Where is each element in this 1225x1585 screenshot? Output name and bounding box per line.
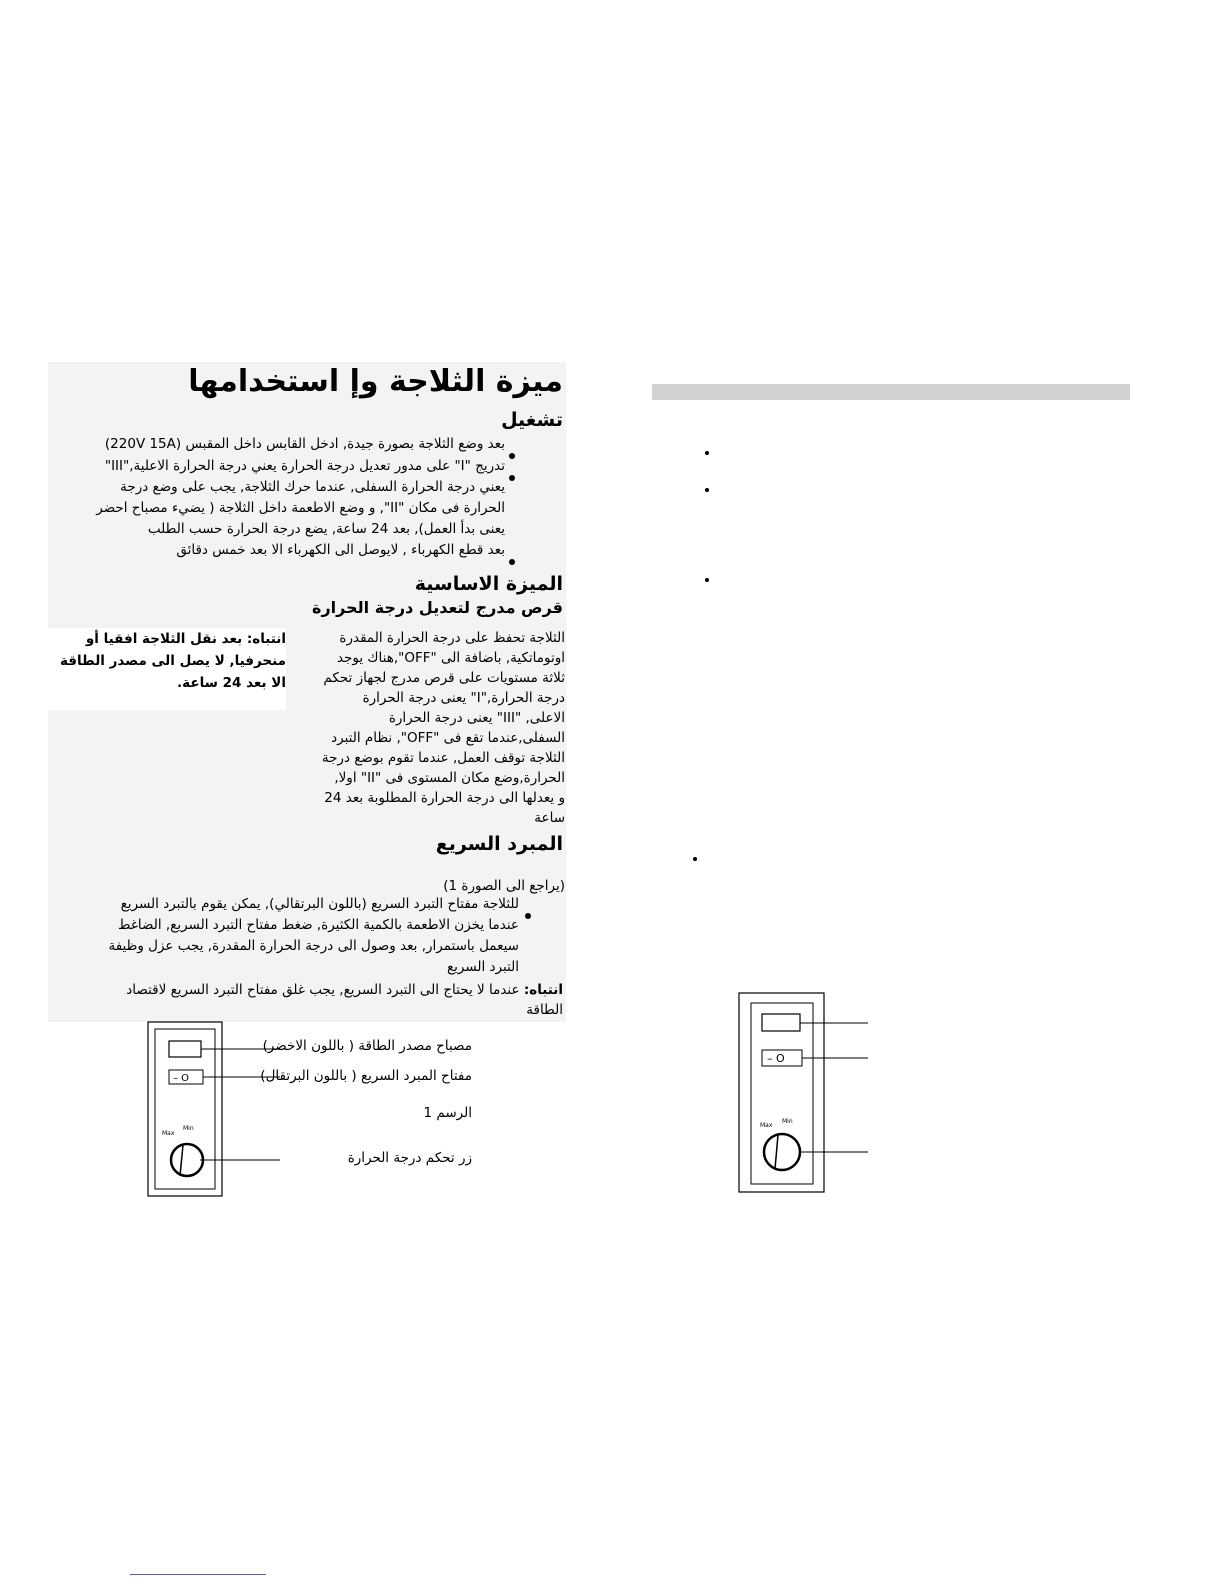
text-line: الثلاجة توقف العمل, عندما تقوم بوضع درجة [321, 750, 565, 766]
text-line: يعني درجة الحرارة السفلى, عندما حرك الثلاجة, يجب على وضع درجة [120, 479, 505, 495]
text-line: التبرد السريع [446, 959, 519, 975]
power-lamp-shape [169, 1041, 201, 1057]
fridge-control-panel-diagram [140, 1020, 280, 1200]
figure-caption: الرسم 1 [423, 1105, 472, 1121]
switch-text: – O [767, 1052, 785, 1065]
notice-text: عندما لا يحتاج الى التبرد السريع, يجب غلق مفتاح التبرد السريع لاقتصاد [126, 982, 520, 998]
quick-cool-notice [126, 980, 563, 1001]
notice-line: منحرفيا, لا يصل الى مصدر الطاقة [59, 653, 286, 669]
notice-line: الا بعد 24 ساعة. [177, 675, 286, 691]
right-page-header-bar [652, 384, 1130, 400]
label-temperature-knob: زر تحكم درجة الحرارة [347, 1150, 472, 1166]
power-lamp-shape [762, 1014, 800, 1031]
basic-body [295, 628, 565, 828]
figure-reference: (يراجع الى الصورة 1) [443, 878, 565, 894]
temperature-knob-shape [764, 1134, 800, 1170]
text-line: ثلاثة مستويات على قرص مدرج لجهاز تحكم [323, 670, 565, 686]
knob-min-label: Min [183, 1125, 194, 1132]
text-line: السفلى,عندما تقع فى "OFF", نظام التبرد [331, 730, 565, 746]
bullet-dot [705, 578, 709, 582]
switch-text: – O [173, 1073, 190, 1084]
section-subheading-dial: قرص مدرج لتعديل درجة الحرارة [312, 598, 563, 617]
bullet-dot [705, 488, 709, 492]
text-line: و يعدلها الى درجة الحرارة المطلوبة بعد 24 [324, 790, 565, 806]
operation-bullet-2 [35, 456, 505, 540]
text-line: تدريج "I" على مدور تعديل درجة الحرارة يعني درجة الحرارة الاعلية,"III" [104, 458, 505, 474]
temperature-knob-shape [171, 1144, 203, 1176]
page-title: ميزة الثلاجة وإ استخدامها [188, 364, 563, 399]
text-line: الاعلى, "III" يعنى درجة الحرارة [388, 710, 565, 726]
bullet-dot [693, 857, 697, 861]
notice-box [48, 628, 286, 710]
text-line: ساعة [534, 810, 565, 826]
text-line: يعنى بدأ العمل), بعد 24 ساعة, يضع درجة الحرارة حسب الطلب [147, 521, 505, 537]
knob-min-label: Min [782, 1118, 793, 1125]
bullet-dot [509, 550, 515, 569]
fridge-control-panel-diagram-right [738, 992, 868, 1198]
bullet-dot [509, 444, 515, 463]
text-line: للثلاجة مفتاح التبرد السريع (باللون البرتقالي), يمكن يقوم بالتبرد السريع [120, 896, 519, 912]
quick-cool-notice-2: الطاقة [526, 1002, 563, 1018]
section-heading-basic: الميزة الاساسية [414, 573, 563, 595]
operation-bullet-1: بعد وضع الثلاجة بصورة جيدة, ادخل القابس داخل المقبس (220V 15A) [104, 436, 505, 452]
text-line: الثلاجة تحفظ على درجة الحرارة المقدرة [339, 630, 565, 646]
label-quick-switch: مفتاح المبرد السريع ( باللون البرتقال) [260, 1068, 472, 1084]
footer-separator-line [130, 1574, 266, 1575]
bullet-dot [705, 451, 709, 455]
knob-max-label: Max [760, 1122, 773, 1129]
notice-line: انتباه: بعد نقل الثلاجة افقيا أو [85, 631, 286, 647]
text-line: سيعمل باستمرار, بعد وصول الى درجة الحرارة المقدرة, يجب عزل وظيفة [108, 938, 519, 954]
bullet-dot [509, 466, 515, 485]
knob-max-label: Max [162, 1130, 175, 1137]
text-line: الحرارة,وضع مكان المستوى فى "II" اولا, [334, 770, 565, 786]
text-line: عندما يخزن الاطعمة بالكمية الكثيرة, ضغط مفتاح التبرد السريع, الضاغط [118, 917, 519, 933]
section-heading-operation: تشغيل [501, 409, 563, 431]
label-power-lamp: مصباح مصدر الطاقة ( باللون الاخضر) [262, 1038, 472, 1054]
bullet-dot [525, 904, 531, 923]
quick-cool-bullet [79, 894, 519, 978]
section-heading-quick-cool: المبرد السريع [435, 833, 563, 855]
text-line: اوتوماتكية, باضافة الى "OFF",هناك يوجد [336, 650, 565, 666]
text-line: درجة الحرارة,"I" يعنى درجة الحرارة [362, 690, 565, 706]
text-line: الحرارة فى مكان "II", و وضع الاطعمة داخل الثلاجة ( يضيء مصباح احضر [96, 500, 505, 516]
notice-label: انتباه: [523, 982, 563, 998]
operation-bullet-3: بعد قطع الكهرباء , لايوصل الى الكهرباء الا بعد خمس دقائق [176, 542, 505, 558]
